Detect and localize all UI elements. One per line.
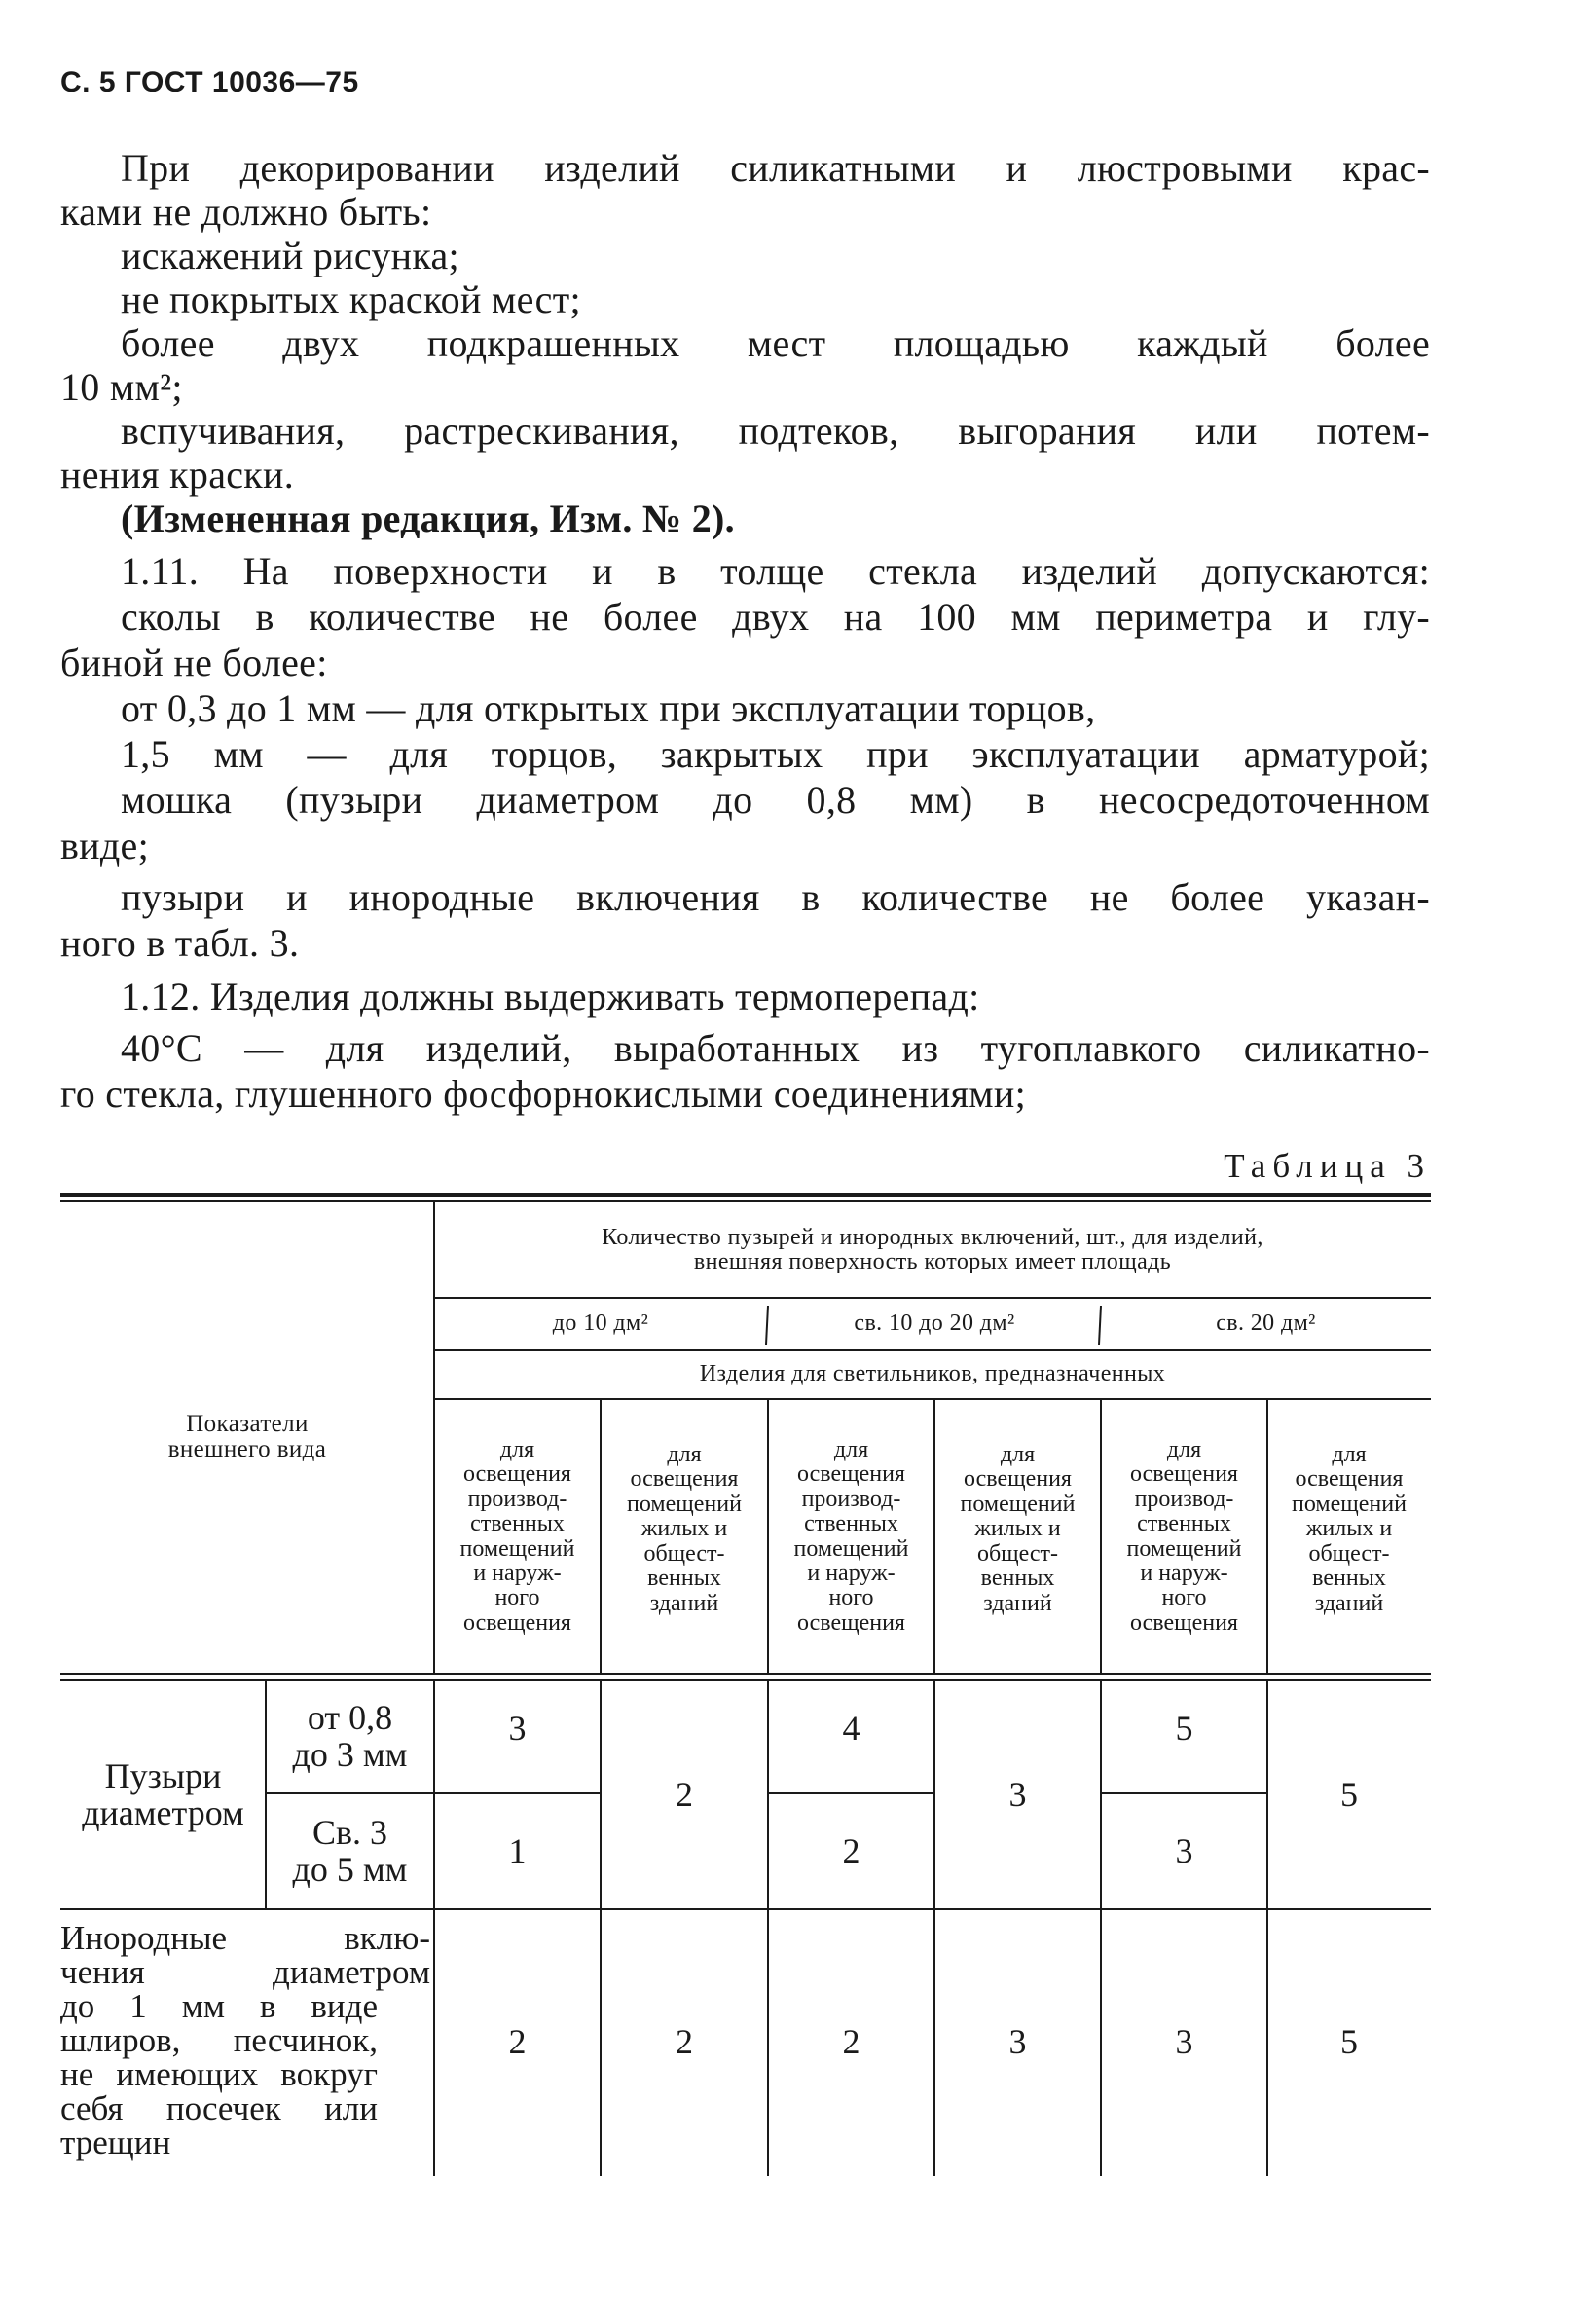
table-cell: 5 xyxy=(1340,1774,1358,1814)
row-sublabel-line: до 5 мм xyxy=(292,1849,408,1889)
list-item: более двух подкрашенных мест площадью каждый более xyxy=(121,321,1430,365)
row-label-line: Пузыри xyxy=(104,1755,222,1795)
text-line: от 0,3 до 1 мм — для открытых при эксплуатации торцов, xyxy=(121,686,1096,730)
col-header-line: освещения xyxy=(964,1466,1072,1493)
col-header-line: помещений xyxy=(793,1535,909,1562)
col-header-line: производ- xyxy=(1134,1486,1234,1512)
table-cell: 3 xyxy=(1175,1830,1193,1870)
table-cell: 2 xyxy=(676,2022,693,2062)
text-line: сколы в количестве не более двух на 100 мм периметра и глу- xyxy=(121,595,1430,639)
col-header-line: освещения xyxy=(630,1466,739,1493)
col-header-line: для xyxy=(499,1436,535,1462)
col-header-line: зданий xyxy=(983,1590,1052,1616)
col-header-line: ственных xyxy=(1137,1511,1231,1537)
col-header-line: освещения xyxy=(1130,1461,1238,1488)
text-line: мошка (пузыри диаметром до 0,8 мм) в несосредоточенном xyxy=(121,778,1430,822)
page-header: С. 5 ГОСТ 10036—75 xyxy=(60,66,359,98)
text-line: ного в табл. 3. xyxy=(60,921,300,965)
col-header-line: для xyxy=(833,1436,869,1462)
row-label-line: чения диаметром xyxy=(60,1953,430,1991)
col-header-line: ственных xyxy=(804,1511,898,1537)
text-line: При декорировании изделий силикатными и люстровыми крас- xyxy=(121,146,1430,190)
col-header-line: помещений xyxy=(627,1491,742,1517)
row-sublabel-line: до 3 мм xyxy=(292,1735,408,1774)
list-item: не покрытых краской мест; xyxy=(121,277,581,321)
col-header-line: ного xyxy=(828,1585,874,1611)
col-header-line: ного xyxy=(494,1585,540,1611)
row-label-bubbles xyxy=(60,1680,266,1909)
table-3 xyxy=(60,1193,1431,2176)
indicator-header-line: внешнего вида xyxy=(167,1436,327,1462)
col-header-line: производ- xyxy=(467,1486,567,1512)
row-label-line: себя посечек или xyxy=(60,2089,378,2127)
row-sublabel-3-to-5 xyxy=(266,1793,434,1909)
row-sublabel-0-8-to-3 xyxy=(266,1680,434,1793)
col-header-line: общест- xyxy=(976,1540,1059,1567)
list-item: 10 мм²; xyxy=(60,365,183,409)
decoration-paragraph xyxy=(60,146,1430,540)
col-header-line: освещения xyxy=(797,1609,905,1636)
col-header-line: освещения xyxy=(1130,1609,1238,1636)
row-label-line: диаметром xyxy=(82,1792,244,1832)
table-cell: 3 xyxy=(1175,2022,1193,2062)
col-header-line: освещения xyxy=(463,1461,571,1488)
clause-1-11 xyxy=(60,548,1430,966)
col-header-line: помещений xyxy=(960,1491,1076,1517)
col-header-line: зданий xyxy=(1314,1590,1384,1616)
list-item: искажений рисунка; xyxy=(121,234,459,277)
indicator-header-line: Показатели xyxy=(186,1410,309,1437)
col-header-industrial xyxy=(768,1403,934,1671)
area-group-10-to-20: св. 10 до 20 дм² xyxy=(854,1310,1015,1337)
col-header-industrial xyxy=(1101,1403,1267,1671)
col-header-industrial xyxy=(434,1403,601,1671)
row-sublabel-line: Св. 3 xyxy=(311,1812,387,1852)
row-label-line: не имеющих вокруг xyxy=(60,2055,378,2093)
table-cell: 2 xyxy=(508,2022,527,2062)
col-header-line: помещений xyxy=(1126,1535,1242,1562)
quantity-header-line: Количество пузырей и инородных включений, шт., для изделий, xyxy=(602,1224,1263,1250)
text-line: 1.12. Изделия должны выдерживать термоперепад: xyxy=(121,975,980,1018)
quantity-header-line: внешняя поверхность которых имеет площадь xyxy=(693,1249,1172,1274)
col-header-line: освещения xyxy=(463,1609,571,1636)
col-header-line: венных xyxy=(647,1566,721,1592)
area-group-over-20: св. 20 дм² xyxy=(1216,1310,1316,1337)
row-label-line: до 1 мм в виде xyxy=(60,1987,378,2025)
col-header-line: общест- xyxy=(1308,1540,1390,1567)
col-header-line: помещений xyxy=(459,1535,575,1562)
col-header-line: и наруж- xyxy=(1140,1560,1228,1586)
table-cell: 4 xyxy=(842,1709,860,1749)
col-header-line: ного xyxy=(1161,1585,1207,1611)
col-header-line: для xyxy=(1166,1436,1202,1462)
list-item: вспучивания, растрескивания, подтеков, выгорания или потем- xyxy=(121,409,1430,453)
text-line: виде; xyxy=(60,824,150,867)
table-cell: 3 xyxy=(508,1709,527,1749)
indicator-header xyxy=(60,1201,434,1673)
col-header-residential xyxy=(934,1403,1101,1656)
table-cell: 2 xyxy=(842,1830,860,1870)
col-header-line: венных xyxy=(980,1566,1055,1592)
table-cell: 3 xyxy=(1008,2022,1027,2062)
text-line: ками не должно быть: xyxy=(60,190,432,234)
clause-1-12 xyxy=(60,974,1430,1117)
edition-note: (Измененная редакция, Изм. № 2). xyxy=(121,497,735,540)
col-header-line: освещения xyxy=(797,1461,905,1488)
col-header-line: производ- xyxy=(801,1486,901,1512)
row-label-line: трещин xyxy=(60,2123,171,2161)
col-header-line: общест- xyxy=(643,1540,725,1567)
list-item: нения краски. xyxy=(60,453,295,497)
table-cell: 2 xyxy=(842,2022,860,2062)
text-line: го стекла, глушенного фосфорнокислыми соединениями; xyxy=(60,1072,1027,1116)
table-cell: 3 xyxy=(1008,1774,1027,1814)
text-line: 1.11. На поверхности и в толще стекла изделий допускаются: xyxy=(121,549,1430,593)
table-cell: 5 xyxy=(1340,2022,1358,2062)
text-line: пузыри и инородные включения в количестве не более указан- xyxy=(121,875,1430,919)
row-label-line: Инородные вклю- xyxy=(60,1919,430,1957)
col-header-line: и наруж- xyxy=(807,1560,896,1586)
col-header-line: для xyxy=(667,1441,702,1467)
col-header-line: жилых и xyxy=(640,1516,728,1542)
col-header-line: и наруж- xyxy=(473,1560,562,1586)
col-header-line: для xyxy=(1000,1441,1036,1467)
col-header-line: ственных xyxy=(470,1511,565,1537)
col-header-line: освещения xyxy=(1295,1466,1404,1493)
row-sublabel-line: от 0,8 xyxy=(307,1698,393,1738)
col-header-line: помещений xyxy=(1292,1491,1407,1517)
col-header-line: для xyxy=(1332,1441,1367,1467)
table-cell: 2 xyxy=(676,1774,693,1814)
col-header-line: венных xyxy=(1312,1566,1386,1592)
col-header-line: жилых и xyxy=(974,1516,1061,1542)
row-label-inclusions xyxy=(60,1921,430,2159)
row-label-line: шлиров, песчинок, xyxy=(60,2021,378,2059)
text-line: 1,5 мм — для торцов, закрытых при эксплуатации арматурой; xyxy=(121,732,1430,776)
table-cell: 5 xyxy=(1175,1709,1193,1749)
quantity-header xyxy=(434,1204,1431,1296)
text-line: биной не более: xyxy=(60,641,328,684)
col-header-line: жилых и xyxy=(1305,1516,1393,1542)
col-header-line: зданий xyxy=(649,1590,719,1616)
text-line: 40°С — для изделий, выработанных из тугоплавкого силикатно- xyxy=(121,1026,1430,1070)
table-cell: 1 xyxy=(508,1830,527,1870)
table-caption: Таблица 3 xyxy=(1224,1147,1431,1185)
col-header-residential xyxy=(601,1403,768,1656)
col-header-residential xyxy=(1267,1403,1431,1656)
purpose-header: Изделия для светильников, предназначенных xyxy=(699,1361,1166,1387)
area-group-up-to-10: до 10 дм² xyxy=(552,1310,649,1337)
